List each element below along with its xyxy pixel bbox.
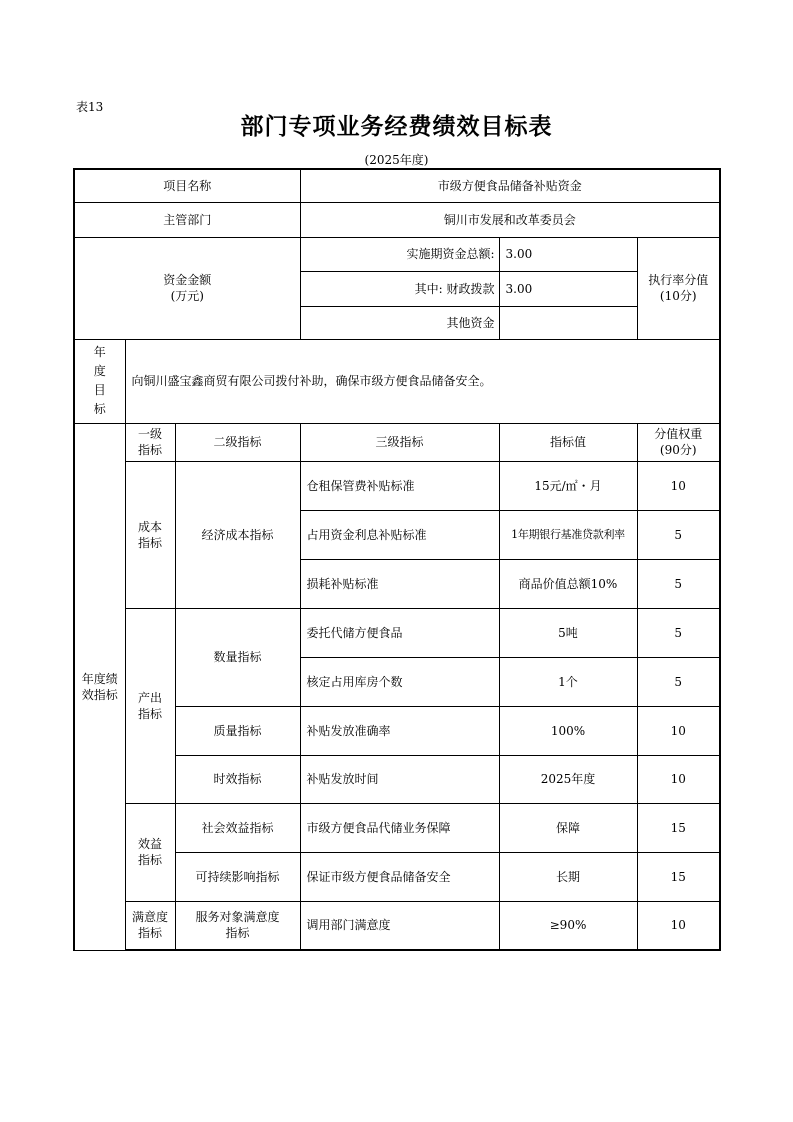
indicator-weight: 15 (637, 803, 720, 852)
indicator-weight: 15 (637, 852, 720, 901)
department-label: 主管部门 (74, 202, 300, 237)
header-level3: 三级指标 (300, 423, 499, 461)
header-weight-line2: (90分) (659, 443, 697, 457)
satisfaction-indicator-label (125, 901, 175, 950)
benefit-indicator-line2: 指标 (137, 853, 162, 867)
indicator-weight: 10 (637, 901, 720, 950)
header-weight-line1: 分值权重 (654, 427, 703, 441)
finance-allocation-label: 其中: 财政拨款 (300, 271, 499, 306)
header-level2: 二级指标 (175, 423, 300, 461)
indicator-weight: 5 (637, 510, 720, 559)
indicator-name: 委托代储方便食品 (300, 608, 499, 657)
annual-goal-char: 年 (93, 345, 106, 359)
indicator-value: 商品价值总额10% (499, 559, 637, 608)
header-level1-line1: 一级 (137, 427, 162, 441)
quality-indicator-label: 质量指标 (175, 706, 300, 755)
indicator-value: 5吨 (499, 608, 637, 657)
finance-allocation-value: 3.00 (499, 271, 637, 306)
cost-indicator-line1: 成本 (137, 519, 162, 534)
page-title: 部门专项业务经费绩效目标表 (240, 114, 553, 140)
execution-rate-score (637, 237, 720, 339)
output-indicator-line1: 产出 (137, 690, 162, 705)
indicator-name: 市级方便食品代储业务保障 (300, 803, 499, 852)
indicator-value: 保障 (499, 803, 637, 852)
annual-goal-label (74, 339, 125, 423)
indicator-name: 占用资金利息补贴标准 (300, 510, 499, 559)
annual-indicators-label (74, 423, 125, 950)
annual-indicators-line1: 年度绩 (81, 671, 118, 686)
quantity-indicator-label: 数量指标 (175, 608, 300, 706)
cost-indicator-label (125, 461, 175, 608)
other-funds-value (499, 306, 637, 339)
output-indicator-line2: 指标 (137, 706, 162, 721)
indicator-value: 1个 (499, 657, 637, 706)
indicator-weight: 10 (637, 706, 720, 755)
indicator-value: 长期 (499, 852, 637, 901)
indicator-value: 1年期银行基准贷款利率 (499, 510, 637, 559)
satisfaction-indicator-line1: 满意度 (131, 910, 168, 925)
indicator-name: 调用部门满意度 (300, 901, 499, 950)
annual-goal-char: 标 (93, 402, 106, 416)
indicator-weight: 5 (637, 559, 720, 608)
project-name-label: 项目名称 (74, 169, 300, 202)
social-benefit-label: 社会效益指标 (175, 803, 300, 852)
indicator-value: 15元/㎡・月 (499, 461, 637, 510)
annual-goal-text: 向铜川盛宝鑫商贸有限公司拨付补助，确保市级方便食品储备安全。 (125, 339, 720, 423)
indicator-weight: 10 (637, 755, 720, 803)
department-value: 铜川市发展和改革委员会 (300, 202, 720, 237)
service-satisfaction-line2: 指标 (225, 926, 250, 941)
benefit-indicator-line1: 效益 (137, 837, 162, 851)
indicator-weight: 5 (637, 608, 720, 657)
cost-indicator-line2: 指标 (137, 535, 162, 550)
indicator-weight: 10 (637, 461, 720, 510)
total-funds-value: 3.00 (499, 237, 637, 271)
project-name-value: 市级方便食品储备补贴资金 (300, 169, 720, 202)
annual-indicators-line2: 效指标 (81, 687, 118, 702)
indicator-value: 2025年度 (499, 755, 637, 803)
sustainability-label: 可持续影响指标 (175, 852, 300, 901)
service-satisfaction-line1: 服务对象满意度 (195, 910, 280, 925)
header-level1 (125, 423, 175, 461)
indicator-value: 100% (499, 706, 637, 755)
service-satisfaction-label (175, 901, 300, 950)
header-weight (637, 423, 720, 461)
funds-label (74, 237, 300, 339)
annual-goal-char: 目 (93, 383, 106, 397)
indicator-value: ≥90% (499, 901, 637, 950)
timeliness-indicator-label: 时效指标 (175, 755, 300, 803)
header-value: 指标值 (499, 423, 637, 461)
funds-label-line2: (万元) (170, 289, 204, 303)
indicator-name: 补贴发放准确率 (300, 706, 499, 755)
output-indicator-label (125, 608, 175, 803)
benefit-indicator-label (125, 803, 175, 901)
fiscal-year: (2025年度) (364, 153, 429, 167)
performance-target-table (73, 168, 721, 951)
satisfaction-indicator-line2: 指标 (137, 926, 162, 941)
indicator-name: 核定占用库房个数 (300, 657, 499, 706)
indicator-name: 损耗补贴标准 (300, 559, 499, 608)
indicator-name: 仓租保管费补贴标准 (300, 461, 499, 510)
annual-goal-char: 度 (93, 364, 106, 378)
total-funds-label: 实施期资金总额: (300, 237, 499, 271)
indicator-weight: 5 (637, 657, 720, 706)
funds-label-line1: 资金金额 (163, 273, 212, 287)
economic-cost-label: 经济成本指标 (175, 461, 300, 608)
execution-rate-line2: (10分) (659, 289, 697, 303)
header-level1-line2: 指标 (137, 443, 162, 457)
other-funds-label: 其他资金 (300, 306, 499, 339)
table-number: 表13 (76, 100, 104, 114)
indicator-name: 保证市级方便食品储备安全 (300, 852, 499, 901)
execution-rate-line1: 执行率分值 (648, 273, 709, 287)
indicator-name: 补贴发放时间 (300, 755, 499, 803)
